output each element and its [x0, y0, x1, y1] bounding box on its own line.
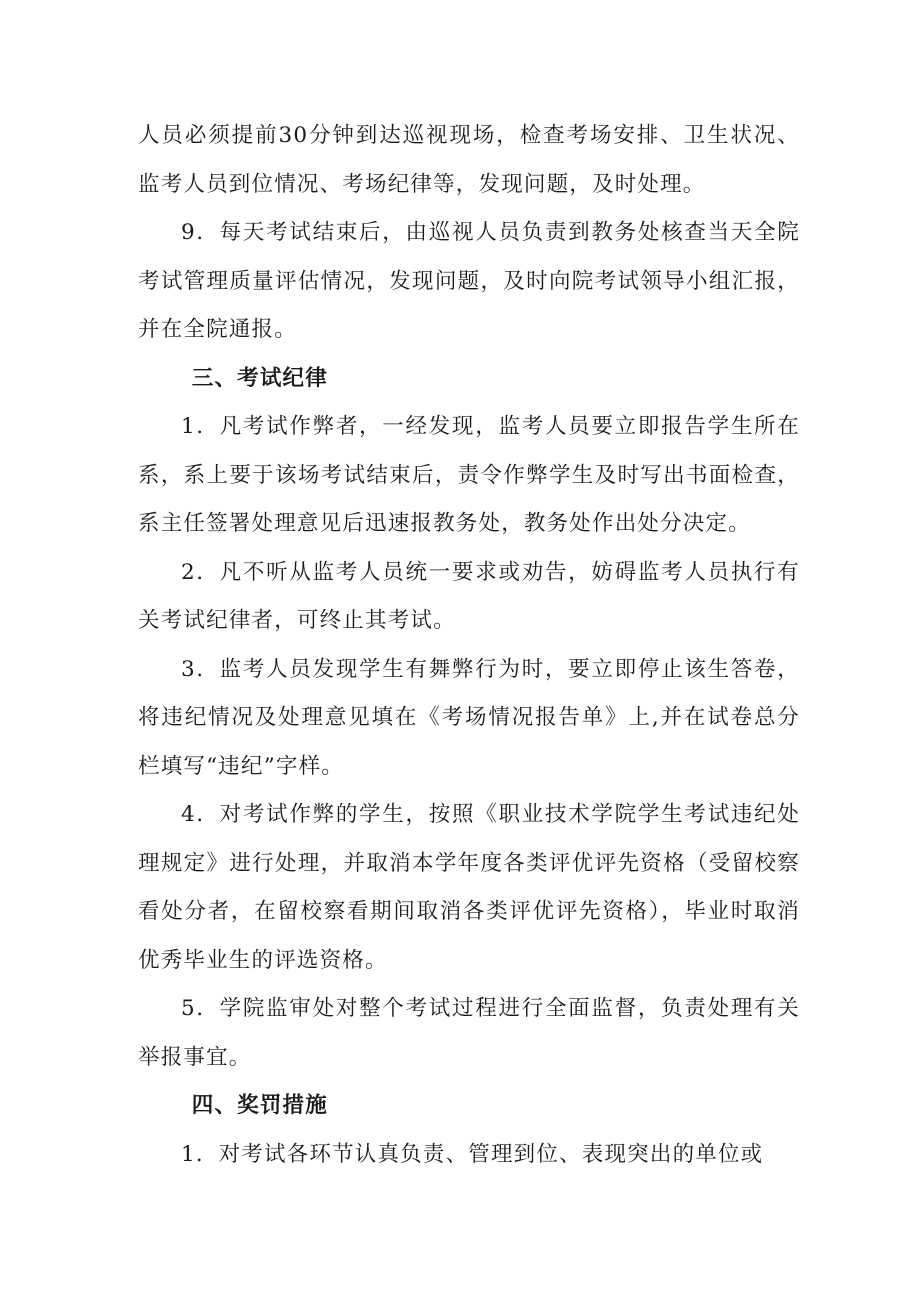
- paragraph-discipline-item-2: 2．凡不听从监考人员统一要求或劝告，妨碍监考人员执行有关考试纪律者，可终止其考试。: [138, 559, 800, 633]
- paragraph-discipline-item-5: 5．学院监审处对整个考试过程进行全面监督，负责处理有关举报事宜。: [138, 996, 800, 1070]
- section-heading-rewards-penalties: 四、奖罚措施: [191, 1093, 328, 1118]
- paragraph-rewards-item-1: 1．对考试各环节认真负责、管理到位、表现突出的单位或: [181, 1141, 764, 1167]
- paragraph-discipline-item-3: 3．监考人员发现学生有舞弊行为时，要立即停止该生答卷，将违纪情况及处理意见填在《考场情况报告单》上,并在试卷总分栏填写“违纪”字样。: [138, 656, 800, 779]
- paragraph-discipline-item-4: 4．对考试作弊的学生，按照《职业技术学院学生考试违纪处理规定》进行处理，并取消本学年度各类评优评先资格（受留校察看处分者，在留校察看期间取消各类评优评先资格），毕业时取消优秀毕业生的评选资格。: [138, 802, 800, 973]
- section-heading-exam-discipline: 三、考试纪律: [191, 365, 328, 391]
- paragraph-continued: 人员必须提前30分钟到达巡视现场，检查考场安排、卫生状况、监考人员到位情况、考场纪律等，发现问题，及时处理。: [138, 123, 800, 197]
- document-page: [138, 112, 800, 1179]
- paragraph-discipline-item-1: 1．凡考试作弊者，一经发现，监考人员要立即报告学生所在系，系上要于该场考试结束后，责令作弊学生及时写出书面检查，系主任签署处理意见后迅速报教务处，教务处作出处分决定。: [138, 414, 800, 536]
- paragraph-item-9: 9．每天考试结束后，由巡视人员负责到教务处核查当天全院考试管理质量评估情况，发现问题，及时向院考试领导小组汇报，并在全院通报。: [138, 220, 800, 342]
